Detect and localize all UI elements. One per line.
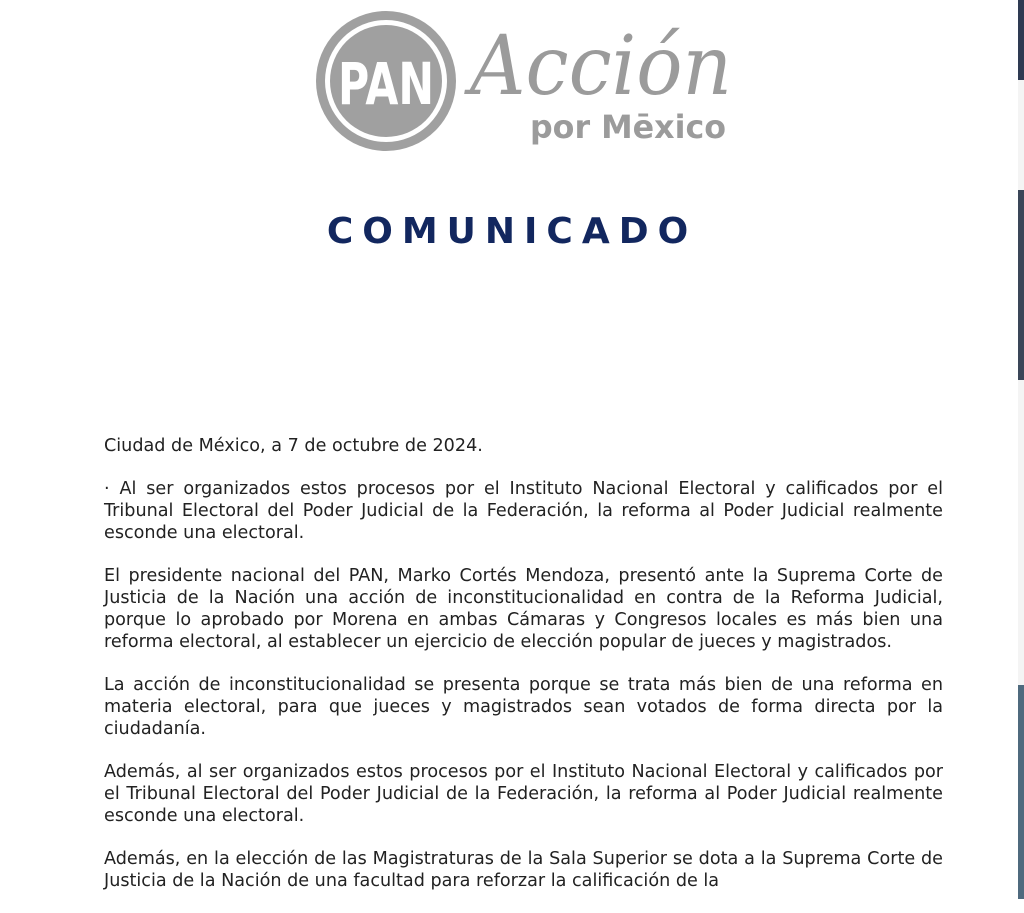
paragraph-presidente: El presidente nacional del PAN, Marko Cortés Mendoza, presentó ante la Suprema Corte de Justicia de la Nación una acción de inconstitucionalidad en contra de la Reforma Judicial, porque lo aprobado por Morena en ambas Cámaras y Congresos locales es más bien una reforma electoral, al establecer un ejercicio de elección popular de jueces y magistrados.: [104, 566, 943, 652]
page-title: COMUNICADO: [326, 211, 698, 252]
paragraph-accion: La acción de inconstitucionalidad se presenta porque se trata más bien de una reforma en materia electoral, para que jueces y magistrados sean votados de forma directa por la ciudadanía.: [104, 675, 943, 739]
pan-logo-badge-text: PAN: [338, 50, 434, 118]
pan-logo-tagline-acción: Acción: [463, 19, 732, 114]
bullet-text: Al ser organizados estos procesos por el Instituto Nacional Electoral y calificados por el Tribunal Electoral del Poder Judicial de la Federación, la reforma al Poder Judicial realmente esconde una electoral.: [104, 479, 944, 543]
adjacent-thumbnail: [1018, 685, 1024, 899]
pan-logo-tagline-por-mexico: por Mēxico: [530, 108, 726, 146]
pan-logo: [312, 8, 742, 158]
communique-body: [104, 435, 943, 913]
bullet-paragraph: [104, 478, 943, 544]
bullet-marker: ·: [104, 479, 110, 499]
paragraph-ademas-2: Además, en la elección de las Magistraturas de la Sala Superior se dota a la Suprema Corte de Justicia de la Nación de una facultad para reforzar la calificación de la: [104, 849, 943, 891]
date-line: Ciudad de México, a 7 de octubre de 2024.: [104, 436, 483, 456]
paragraph-ademas-1: Además, al ser organizados estos procesos por el Instituto Nacional Electoral y calificados por el Tribunal Electoral del Poder Judicial de la Federación, la reforma al Poder Judicial realmente esconde una electoral.: [104, 762, 943, 826]
adjacent-thumbnail: [1018, 190, 1024, 380]
adjacent-thumbnail: [1018, 0, 1024, 80]
